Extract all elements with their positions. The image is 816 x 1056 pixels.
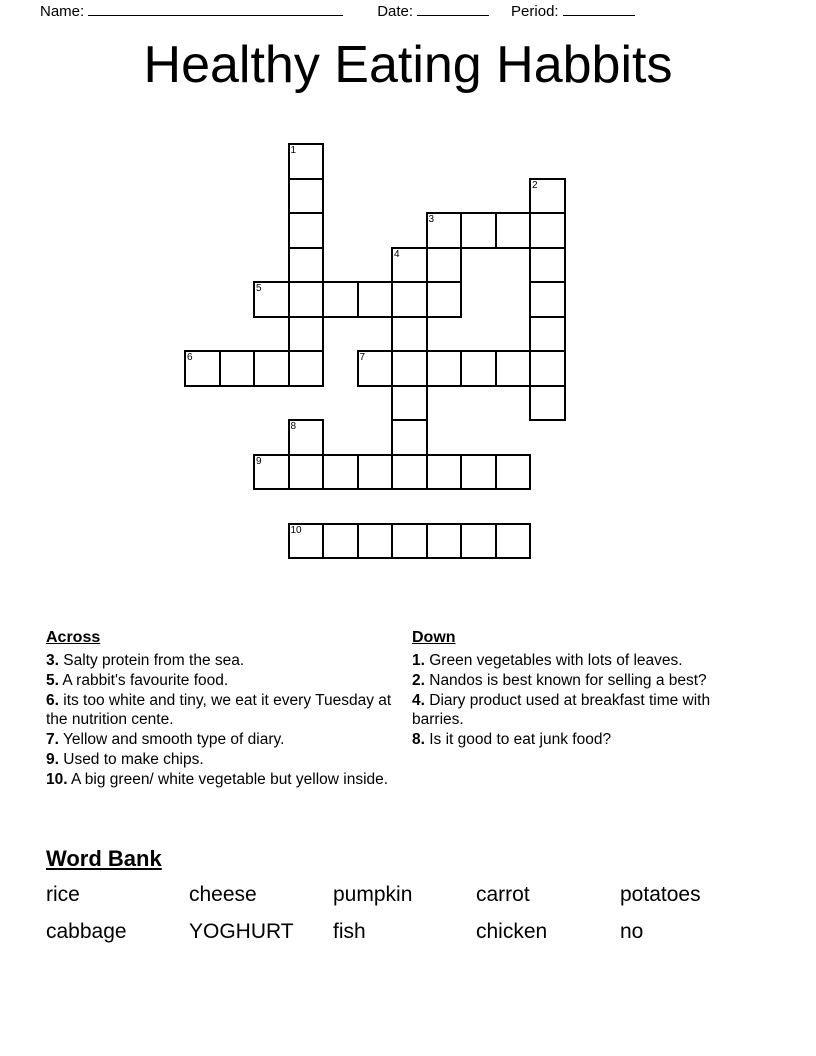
crossword-cell[interactable]	[391, 316, 428, 353]
down-clues-section	[412, 628, 752, 750]
clue-number: 9.	[46, 751, 59, 768]
clue-number: 6.	[46, 692, 59, 709]
name-label: Name:	[40, 3, 85, 20]
crossword-cell[interactable]	[357, 523, 394, 560]
crossword-cell[interactable]	[357, 350, 394, 387]
word-bank-list	[46, 882, 776, 956]
down-clue-4	[412, 691, 752, 729]
clue-text: Nandos is best known for selling a best?	[424, 672, 707, 689]
crossword-cell[interactable]	[391, 281, 428, 318]
clue-text: A rabbit's favourite food.	[58, 672, 229, 689]
crossword-cell[interactable]	[391, 350, 428, 387]
crossword-cell[interactable]	[288, 281, 325, 318]
crossword-cell[interactable]	[529, 281, 566, 318]
page-title: Healthy Eating Habbits	[143, 36, 673, 94]
crossword-cell[interactable]	[288, 247, 325, 284]
crossword-cell[interactable]	[529, 212, 566, 249]
crossword-cell[interactable]	[288, 454, 325, 491]
crossword-cell[interactable]	[495, 523, 532, 560]
across-clues-section	[46, 628, 398, 790]
word-bank-word: chicken	[476, 920, 548, 943]
crossword-cell[interactable]	[288, 212, 325, 249]
crossword-cell[interactable]	[460, 523, 497, 560]
period-label: Period:	[511, 3, 559, 20]
down-clue-2	[412, 671, 752, 690]
crossword-cell[interactable]	[426, 212, 463, 249]
across-clue-10	[46, 770, 398, 789]
crossword-cell[interactable]	[495, 350, 532, 387]
crossword-cell[interactable]	[391, 247, 428, 284]
down-clue-list	[412, 651, 752, 749]
crossword-cell[interactable]	[426, 523, 463, 560]
crossword-cell-number: 7	[359, 352, 366, 363]
across-clue-6	[46, 691, 398, 729]
crossword-cell[interactable]	[529, 247, 566, 284]
crossword-cell[interactable]	[288, 350, 325, 387]
crossword-cell-number: 8	[290, 421, 297, 432]
crossword-cell-number: 6	[187, 352, 193, 363]
crossword-cell[interactable]	[391, 385, 428, 422]
down-clue-8	[412, 730, 752, 749]
across-clue-list	[46, 651, 398, 789]
crossword-cell[interactable]	[288, 143, 325, 180]
word-bank-word: rice	[46, 883, 80, 906]
crossword-cell[interactable]	[529, 316, 566, 353]
word-bank-row	[46, 882, 776, 919]
down-clue-1	[412, 651, 752, 670]
across-heading: Across	[46, 629, 101, 646]
crossword-cell[interactable]	[460, 454, 497, 491]
clue-number: 4.	[412, 692, 425, 709]
word-bank-word: cabbage	[46, 920, 127, 943]
word-bank-word: no	[620, 920, 644, 943]
word-bank-word: cheese	[189, 883, 257, 906]
clue-number: 10.	[46, 771, 68, 788]
word-bank-word: pumpkin	[333, 883, 413, 906]
crossword-cell[interactable]	[460, 212, 497, 249]
clue-number: 1.	[412, 652, 425, 669]
down-heading: Down	[412, 629, 456, 646]
crossword-cell[interactable]	[184, 350, 221, 387]
word-bank-heading: Word Bank	[46, 846, 162, 871]
word-bank-row	[46, 919, 776, 956]
crossword-cell[interactable]	[391, 523, 428, 560]
clue-number: 8.	[412, 731, 425, 748]
crossword-cell[interactable]	[529, 385, 566, 422]
clue-number: 2.	[412, 672, 425, 689]
crossword-cell-number: 1	[290, 145, 297, 156]
crossword-cell[interactable]	[357, 454, 394, 491]
across-clue-5	[46, 671, 398, 690]
crossword-cell-number: 3	[428, 214, 435, 225]
crossword-cell[interactable]	[288, 523, 325, 560]
crossword-cell[interactable]	[253, 350, 290, 387]
crossword-cell[interactable]	[322, 454, 359, 491]
date-label: Date:	[377, 3, 414, 20]
clue-number: 5.	[46, 672, 59, 689]
clue-text: A big green/ white vegetable but yellow inside.	[67, 771, 389, 788]
clue-text: Yellow and smooth type of diary.	[58, 731, 285, 748]
crossword-cell[interactable]	[322, 281, 359, 318]
crossword-cell[interactable]	[460, 350, 497, 387]
clue-number: 3.	[46, 652, 59, 669]
crossword-cell[interactable]	[219, 350, 256, 387]
crossword-cell[interactable]	[322, 523, 359, 560]
crossword-cell[interactable]	[253, 281, 290, 318]
crossword-cell[interactable]	[288, 316, 325, 353]
crossword-cell[interactable]	[357, 281, 394, 318]
across-clue-3	[46, 651, 398, 670]
crossword-cell[interactable]	[391, 419, 428, 456]
word-bank-word: carrot	[476, 883, 530, 906]
crossword-cell-number: 2	[532, 179, 538, 191]
crossword-cell[interactable]	[253, 454, 290, 491]
crossword-cell-number: 4	[394, 248, 400, 260]
crossword-cell[interactable]	[391, 454, 428, 491]
across-clue-7	[46, 730, 398, 749]
word-bank-word: YOGHURT	[189, 920, 294, 943]
crossword-cell-number: 5	[256, 283, 262, 294]
clue-number: 7.	[46, 731, 59, 748]
crossword-cell[interactable]	[426, 281, 463, 318]
crossword-cell[interactable]	[529, 350, 566, 387]
clue-text: Is it good to eat junk food?	[424, 731, 612, 748]
word-bank-word: fish	[333, 920, 366, 943]
crossword-cell[interactable]	[426, 247, 463, 284]
crossword-cell[interactable]	[288, 178, 325, 215]
crossword-cell-number: 9	[256, 455, 262, 467]
clue-text: Salty protein from the sea.	[58, 652, 245, 669]
crossword-cell[interactable]	[495, 454, 532, 491]
crossword-cell[interactable]	[288, 419, 325, 456]
across-clue-9	[46, 750, 398, 769]
clue-text: its too white and tiny, we eat it every Tuesday at the nutrition cente.	[46, 692, 392, 728]
crossword-cell-number: 10	[290, 524, 302, 536]
crossword-cell[interactable]	[529, 178, 566, 215]
word-bank-word: potatoes	[620, 883, 701, 906]
clue-text: Diary product used at breakfast time with barries.	[412, 692, 711, 728]
crossword-cell[interactable]	[426, 350, 463, 387]
crossword-cell[interactable]	[495, 212, 532, 249]
clue-text: Green vegetables with lots of leaves.	[424, 652, 683, 669]
clue-text: Used to make chips.	[58, 751, 204, 768]
crossword-cell[interactable]	[426, 454, 463, 491]
